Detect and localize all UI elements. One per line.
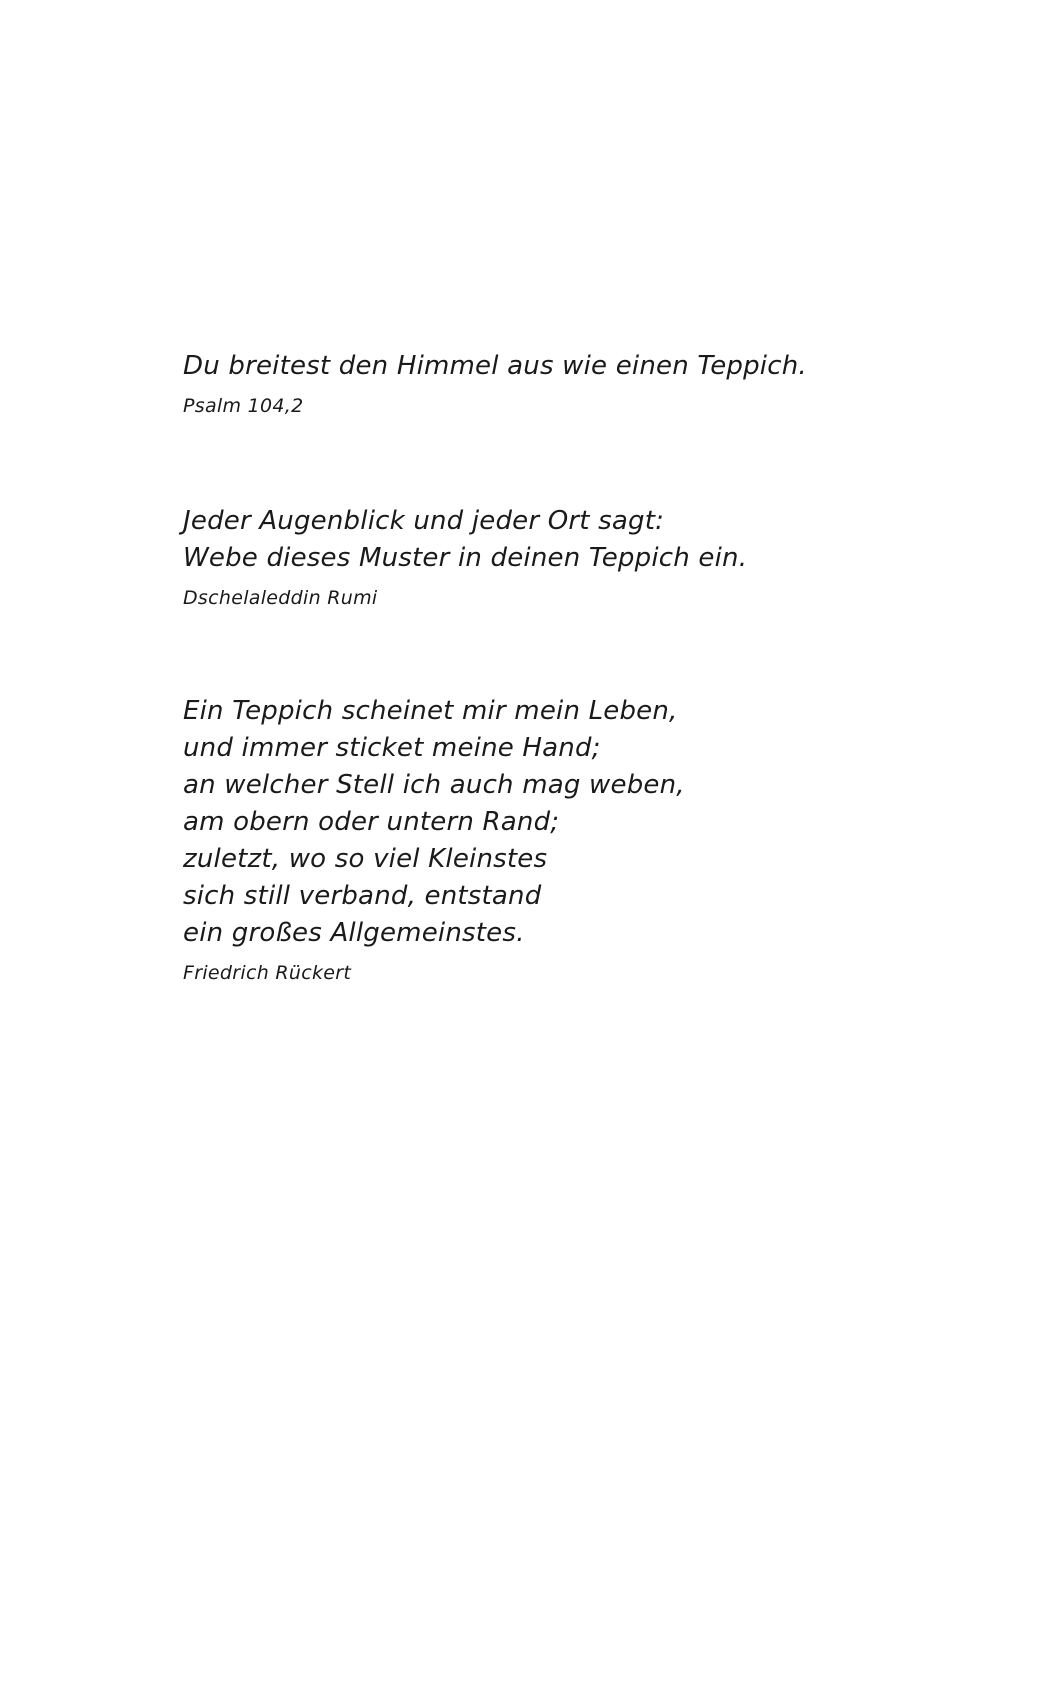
quote-line: und immer sticket meine Hand; <box>183 733 601 763</box>
quote-line: zuletzt, wo so viel Kleinstes <box>183 844 548 874</box>
quote-line: sich still verband, entstand <box>183 881 542 911</box>
quote-line: Jeder Augenblick und jeder Ort sagt: <box>183 506 665 536</box>
quote-attribution: Friedrich Rückert <box>183 962 352 984</box>
quote-psalm <box>183 348 807 419</box>
quote-rueckert <box>183 693 685 986</box>
quote-line: Ein Teppich scheinet mir mein Leben, <box>183 696 678 726</box>
quote-line: am obern oder untern Rand; <box>183 807 560 837</box>
quote-rumi <box>183 503 747 611</box>
quote-attribution: Dschelaleddin Rumi <box>183 587 378 609</box>
quote-line: Webe dieses Muster in deinen Teppich ein. <box>183 543 748 573</box>
quote-attribution: Psalm 104,2 <box>183 395 304 417</box>
quote-line: Du breitest den Himmel aus wie einen Teppich. <box>183 351 807 381</box>
quote-line: an welcher Stell ich auch mag weben, <box>183 770 685 800</box>
quote-line: ein großes Allgemeinstes. <box>183 918 525 948</box>
